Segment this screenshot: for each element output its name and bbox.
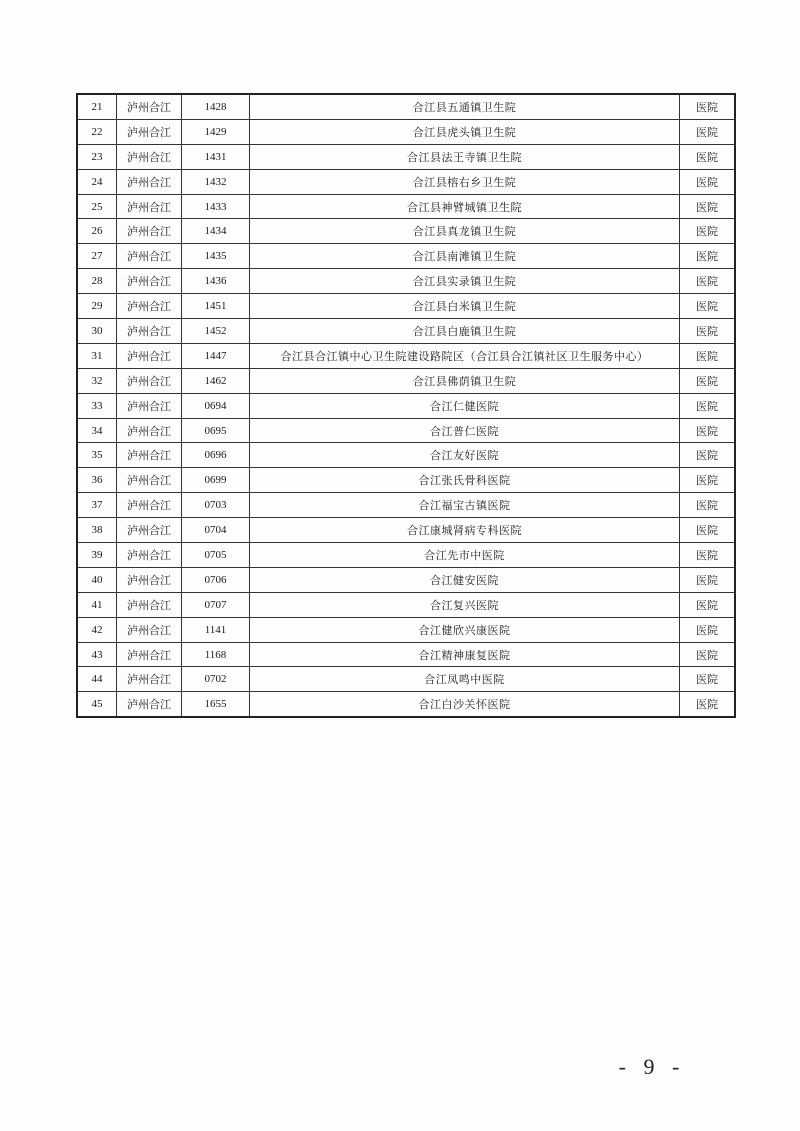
table-row [77,617,735,642]
institution-name-cell: 合江县实录镇卫生院 [250,269,680,294]
city-cell: 泸州合江 [117,194,182,219]
code-cell: 1434 [182,219,250,244]
code-cell: 0694 [182,393,250,418]
institution-name-cell: 合江凤鸣中医院 [250,667,680,692]
row-number-cell: 25 [77,194,117,219]
institution-type-cell: 医院 [680,543,736,568]
table-row [77,418,735,443]
institution-name-cell: 合江县榕右乡卫生院 [250,169,680,194]
institution-name-cell: 合江仁健医院 [250,393,680,418]
code-cell: 0703 [182,493,250,518]
institution-type-cell: 医院 [680,294,736,319]
institution-type-cell: 医院 [680,94,736,119]
table-row [77,692,735,717]
row-number-cell: 43 [77,642,117,667]
city-cell: 泸州合江 [117,169,182,194]
institution-type-cell: 医院 [680,393,736,418]
institution-type-cell: 医院 [680,443,736,468]
code-cell: 1451 [182,294,250,319]
city-cell: 泸州合江 [117,343,182,368]
city-cell: 泸州合江 [117,443,182,468]
institution-name-cell: 合江县真龙镇卫生院 [250,219,680,244]
row-number-cell: 42 [77,617,117,642]
table-row [77,319,735,344]
code-cell: 0699 [182,468,250,493]
city-cell: 泸州合江 [117,144,182,169]
row-number-cell: 21 [77,94,117,119]
code-cell: 1429 [182,119,250,144]
institution-name-cell: 合江县南滩镇卫生院 [250,244,680,269]
city-cell: 泸州合江 [117,393,182,418]
row-number-cell: 37 [77,493,117,518]
city-cell: 泸州合江 [117,294,182,319]
city-cell: 泸州合江 [117,518,182,543]
institution-type-cell: 医院 [680,244,736,269]
city-cell: 泸州合江 [117,642,182,667]
city-cell: 泸州合江 [117,368,182,393]
table-row [77,144,735,169]
row-number-cell: 39 [77,543,117,568]
code-cell: 1436 [182,269,250,294]
row-number-cell: 44 [77,667,117,692]
code-cell: 0706 [182,567,250,592]
institution-type-cell: 医院 [680,418,736,443]
table-row [77,244,735,269]
code-cell: 1168 [182,642,250,667]
institution-name-cell: 合江先市中医院 [250,543,680,568]
institution-name-cell: 合江康城肾病专科医院 [250,518,680,543]
city-cell: 泸州合江 [117,244,182,269]
institution-name-cell: 合江县白米镇卫生院 [250,294,680,319]
city-cell: 泸州合江 [117,269,182,294]
table-row [77,468,735,493]
city-cell: 泸州合江 [117,617,182,642]
hospital-table-body [77,94,735,717]
table-row [77,567,735,592]
city-cell: 泸州合江 [117,493,182,518]
code-cell: 1435 [182,244,250,269]
row-number-cell: 26 [77,219,117,244]
institution-type-cell: 医院 [680,144,736,169]
institution-name-cell: 合江县五通镇卫生院 [250,94,680,119]
table-row [77,667,735,692]
row-number-cell: 32 [77,368,117,393]
row-number-cell: 28 [77,269,117,294]
institution-type-cell: 医院 [680,518,736,543]
institution-type-cell: 医院 [680,592,736,617]
city-cell: 泸州合江 [117,119,182,144]
institution-type-cell: 医院 [680,194,736,219]
row-number-cell: 23 [77,144,117,169]
table-row [77,94,735,119]
table-row [77,543,735,568]
code-cell: 0704 [182,518,250,543]
code-cell: 1433 [182,194,250,219]
city-cell: 泸州合江 [117,567,182,592]
row-number-cell: 38 [77,518,117,543]
institution-name-cell: 合江县合江镇中心卫生院建设路院区（合江县合江镇社区卫生服务中心） [250,343,680,368]
institution-type-cell: 医院 [680,642,736,667]
code-cell: 0705 [182,543,250,568]
institution-type-cell: 医院 [680,667,736,692]
code-cell: 1447 [182,343,250,368]
institution-type-cell: 医院 [680,343,736,368]
row-number-cell: 41 [77,592,117,617]
city-cell: 泸州合江 [117,94,182,119]
city-cell: 泸州合江 [117,592,182,617]
code-cell: 1462 [182,368,250,393]
row-number-cell: 29 [77,294,117,319]
table-row [77,368,735,393]
institution-type-cell: 医院 [680,219,736,244]
institution-name-cell: 合江张氏骨科医院 [250,468,680,493]
city-cell: 泸州合江 [117,219,182,244]
table-row [77,294,735,319]
table-row [77,169,735,194]
institution-name-cell: 合江复兴医院 [250,592,680,617]
institution-type-cell: 医院 [680,319,736,344]
city-cell: 泸州合江 [117,543,182,568]
city-cell: 泸州合江 [117,468,182,493]
code-cell: 0707 [182,592,250,617]
institution-type-cell: 医院 [680,269,736,294]
institution-name-cell: 合江县佛荫镇卫生院 [250,368,680,393]
institution-name-cell: 合江普仁医院 [250,418,680,443]
institution-type-cell: 医院 [680,617,736,642]
table-row [77,642,735,667]
institution-name-cell: 合江友好医院 [250,443,680,468]
table-row [77,119,735,144]
code-cell: 1431 [182,144,250,169]
institution-name-cell: 合江县神臂城镇卫生院 [250,194,680,219]
row-number-cell: 30 [77,319,117,344]
institution-name-cell: 合江精神康复医院 [250,642,680,667]
code-cell: 0702 [182,667,250,692]
city-cell: 泸州合江 [117,667,182,692]
code-cell: 1655 [182,692,250,717]
hospital-table [76,93,736,718]
institution-type-cell: 医院 [680,567,736,592]
row-number-cell: 45 [77,692,117,717]
city-cell: 泸州合江 [117,319,182,344]
code-cell: 1428 [182,94,250,119]
table-row [77,393,735,418]
table-row [77,518,735,543]
row-number-cell: 40 [77,567,117,592]
row-number-cell: 34 [77,418,117,443]
institution-name-cell: 合江健欣兴康医院 [250,617,680,642]
code-cell: 1141 [182,617,250,642]
institution-name-cell: 合江白沙关怀医院 [250,692,680,717]
row-number-cell: 35 [77,443,117,468]
row-number-cell: 27 [77,244,117,269]
page-number: - 9 - [618,1054,686,1079]
institution-type-cell: 医院 [680,169,736,194]
institution-type-cell: 医院 [680,468,736,493]
code-cell: 0696 [182,443,250,468]
institution-type-cell: 医院 [680,368,736,393]
code-cell: 1452 [182,319,250,344]
row-number-cell: 24 [77,169,117,194]
institution-name-cell: 合江福宝古镇医院 [250,493,680,518]
city-cell: 泸州合江 [117,692,182,717]
row-number-cell: 22 [77,119,117,144]
row-number-cell: 33 [77,393,117,418]
institution-name-cell: 合江县白鹿镇卫生院 [250,319,680,344]
table-row [77,269,735,294]
table-row [77,219,735,244]
table-row [77,493,735,518]
institution-name-cell: 合江县虎头镇卫生院 [250,119,680,144]
table-row [77,343,735,368]
table-row [77,443,735,468]
institution-type-cell: 医院 [680,692,736,717]
institution-type-cell: 医院 [680,493,736,518]
institution-name-cell: 合江县法王寺镇卫生院 [250,144,680,169]
city-cell: 泸州合江 [117,418,182,443]
table-row [77,592,735,617]
code-cell: 1432 [182,169,250,194]
institution-type-cell: 医院 [680,119,736,144]
row-number-cell: 36 [77,468,117,493]
institution-name-cell: 合江健安医院 [250,567,680,592]
code-cell: 0695 [182,418,250,443]
table-row [77,194,735,219]
row-number-cell: 31 [77,343,117,368]
